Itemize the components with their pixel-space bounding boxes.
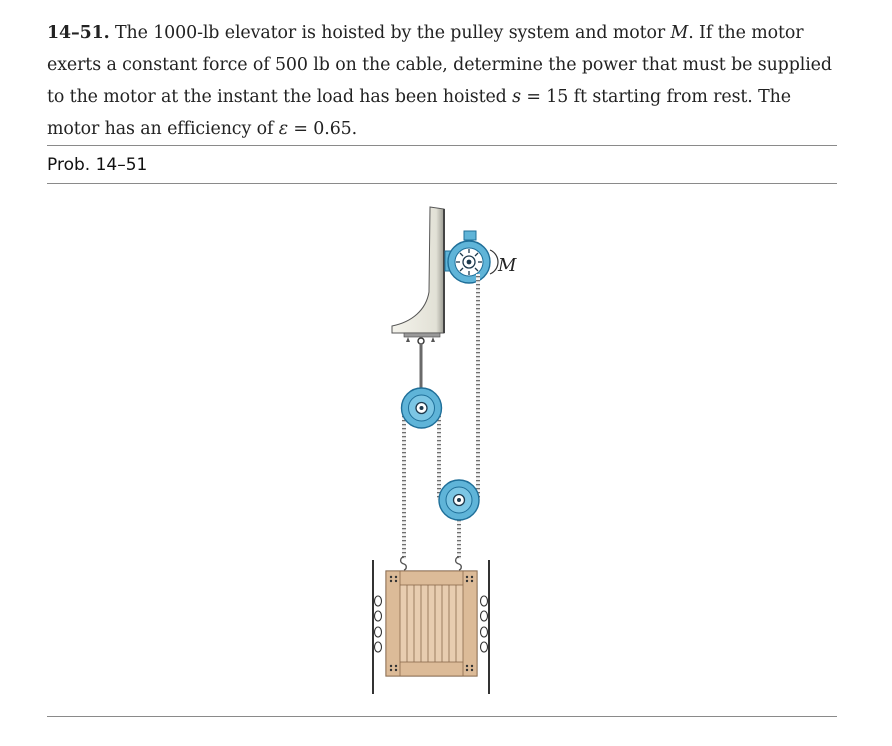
efficiency-variable: ε — [278, 119, 288, 139]
support-wall — [392, 207, 444, 342]
motor-M — [445, 231, 498, 283]
motor-label: M — [498, 255, 517, 276]
upper-pulley — [402, 388, 442, 428]
problem-end: . — [351, 119, 358, 139]
elevator-crate — [386, 571, 477, 676]
distance-variable: s — [512, 87, 521, 107]
problem-text-1: The 1000-lb elevator is hoisted by the pulley system and motor — [109, 23, 671, 43]
motor-variable: M — [670, 23, 689, 43]
efficiency-value: = 0.65 — [287, 119, 352, 139]
figure-caption: Prob. 14–51 — [47, 155, 148, 175]
cable-hooks — [401, 557, 462, 570]
problem-text-3: starting from rest. The motor has an efficiency of — [47, 87, 791, 139]
problem-number: 14–51. — [47, 23, 110, 43]
distance-value: = 15 ft — [520, 87, 587, 107]
lower-pulley — [439, 480, 479, 520]
problem-text-2: . If the motor exerts a constant force of 500 lb on the cable, determine the power that must be supplied to the motor at the instant the load has been hoisted — [47, 23, 832, 107]
pulley-hanger — [418, 338, 424, 388]
bottom-divider — [47, 716, 837, 717]
